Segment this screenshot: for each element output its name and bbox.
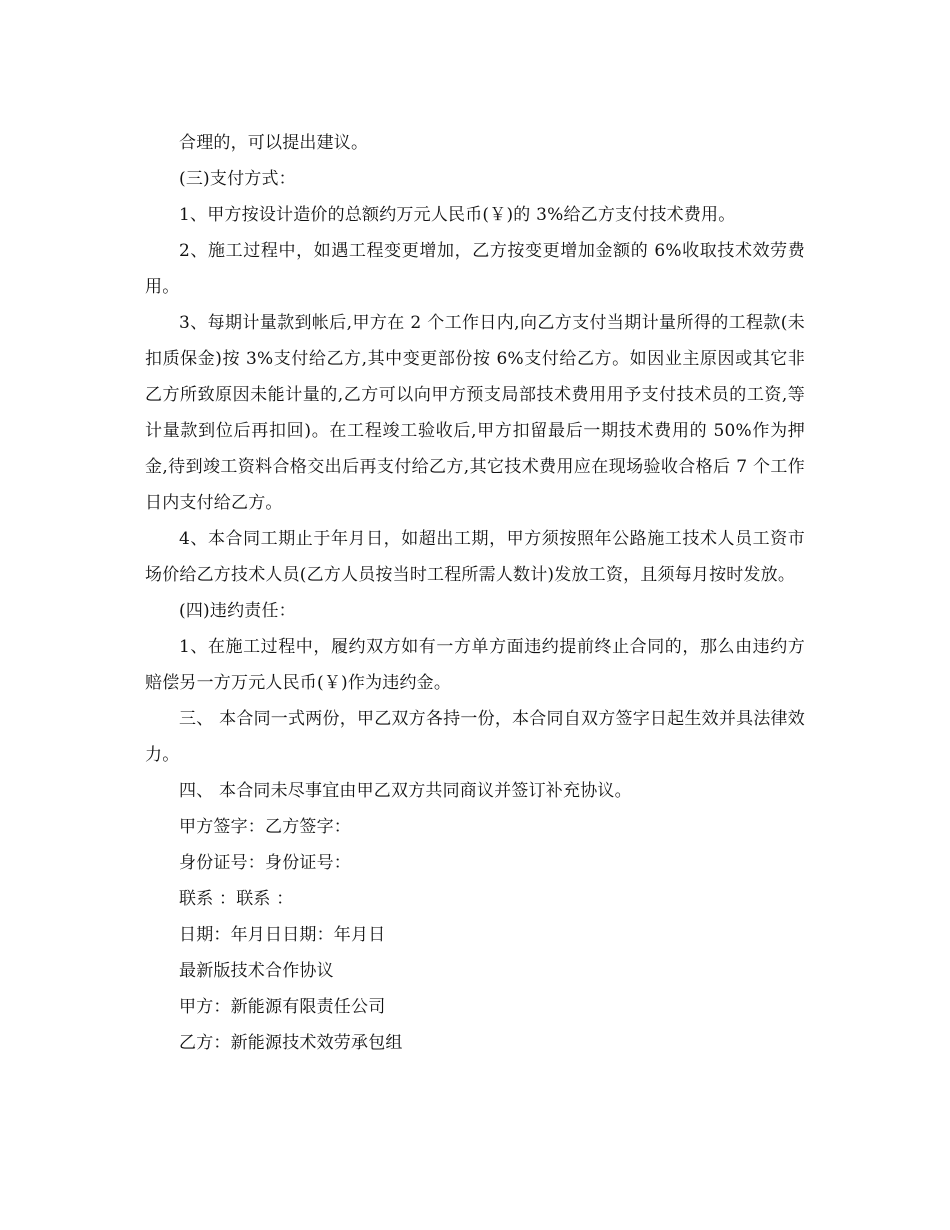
paragraph: 三、 本合同一式两份，甲乙双方各持一份，本合同自双方签字日起生效并具法律效力。 <box>145 709 805 765</box>
contact-line: 联系 ：联系 ： <box>179 889 294 909</box>
section-heading-payment: (三)支付方式： <box>179 169 296 189</box>
paragraph: 3、每期计量款到帐后,甲方在 2 个工作日内,向乙方支付当期计量所得的工程款(未扣质保金)按 3%支付给乙方,其中变更部份按 6%支付给乙方。如因业主原因或其它非乙方所致原因未能计量的,乙方可以向甲方预支局部技术费用用予支付技术员的工资,等计量款到位后再扣回)。在工程竣工验收后,甲方扣留最后一期技术费用的 50%作为押金,待到竣工资料合格交出后再支付给乙方,其它技术费用应在现场验收合格后 7 个工作日内支付给乙方。 <box>145 313 805 513</box>
paragraph: 2、施工过程中，如遇工程变更增加，乙方按变更增加金额的 6%收取技术效劳费用。 <box>145 241 805 297</box>
party-a-line: 甲方：新能源有限责任公司 <box>179 997 386 1017</box>
paragraph: 1、甲方按设计造价的总额约万元人民币(￥)的 3%给乙方支付技术费用。 <box>179 205 736 225</box>
agreement-title: 最新版技术合作协议 <box>179 961 334 981</box>
signature-line: 甲方签字：乙方签字： <box>179 817 351 837</box>
paragraph: 合理的，可以提出建议。 <box>179 133 369 153</box>
section-heading-liability: (四)违约责任： <box>179 601 296 621</box>
paragraph: 1、在施工过程中，履约双方如有一方单方面违约提前终止合同的，那么由违约方赔偿另一方万元人民币(￥)作为违约金。 <box>145 637 805 693</box>
paragraph: 四、 本合同未尽事宜由甲乙双方共同商议并签订补充协议。 <box>179 781 632 801</box>
date-line: 日期：年月日日期：年月日 <box>179 925 386 945</box>
document-body <box>145 125 805 1061</box>
paragraph: 4、本合同工期止于年月日，如超出工期，甲方须按照年公路施工技术人员工资市场价给乙方技术人员(乙方人员按当时工程所需人数计)发放工资，且须每月按时发放。 <box>145 529 805 585</box>
party-b-line: 乙方：新能源技术效劳承包组 <box>179 1033 403 1053</box>
id-number-line: 身份证号：身份证号： <box>179 853 351 873</box>
